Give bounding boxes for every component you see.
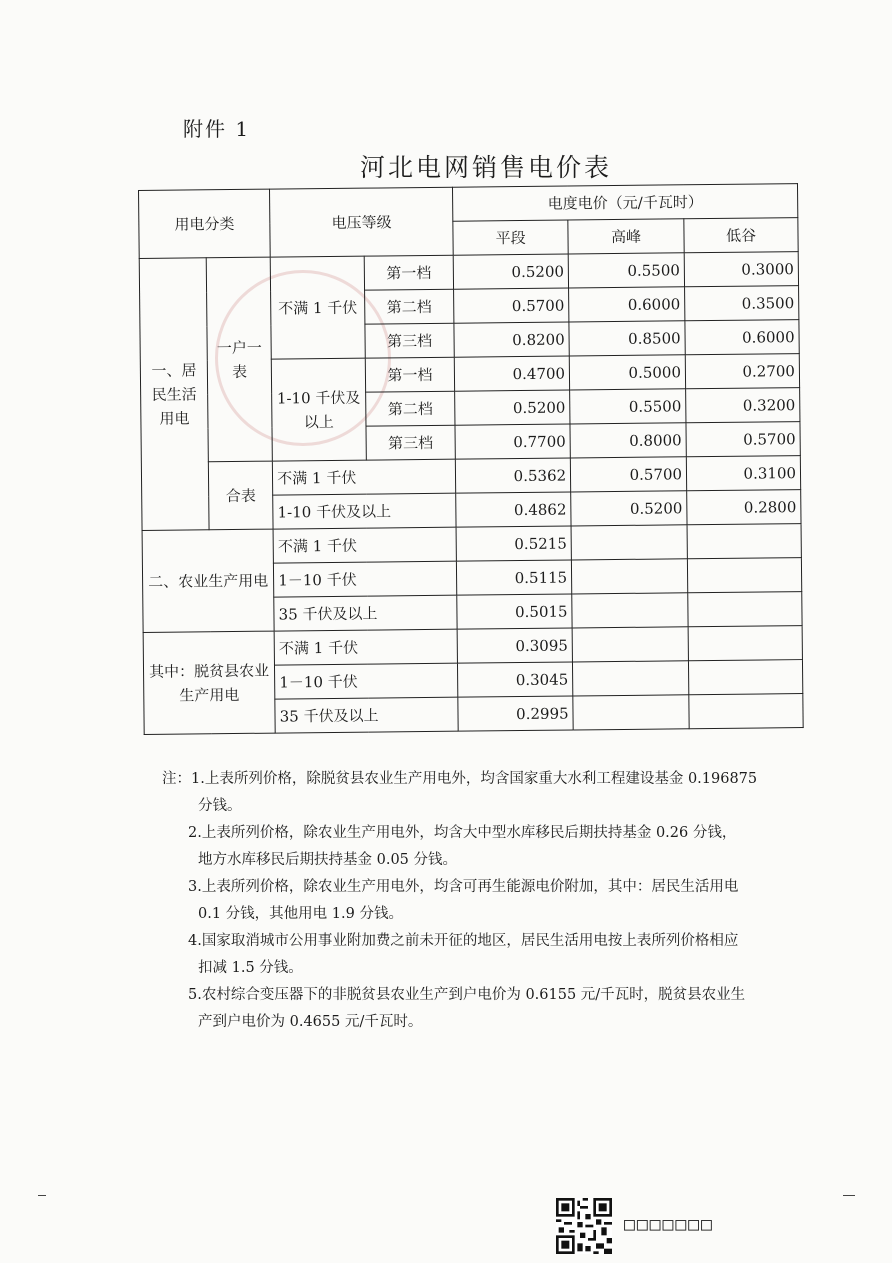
price-peak: 0.5700 [570,457,686,492]
qr-code-icon [556,1198,612,1254]
price-valley: 0.3500 [685,286,799,321]
price-flat: 0.5200 [453,254,568,289]
empty-cell [687,524,801,559]
header-valley: 低谷 [684,218,798,253]
price-peak: 0.6000 [569,287,685,322]
price-valley: 0.3000 [684,252,798,287]
tariff-table [138,183,804,735]
price-valley: 0.5700 [686,422,800,457]
note-1: 注：1.上表所列价格，除脱贫县农业生产用电外，均含国家重大水利工程建设基金 0.196875 [162,771,758,787]
voltage-cell: 不满 1 千伏 [273,527,456,563]
header-flat: 平段 [453,220,568,255]
price-peak: 0.5500 [568,253,684,288]
tier-cell: 第二档 [364,289,454,324]
voltage-cell: 35 千伏及以上 [275,697,458,733]
header-price: 电度电价（元/千瓦时） [453,184,798,222]
subcategory-per-household: 一户一表 [206,257,272,462]
subcategory-combined: 合表 [208,461,273,530]
price-flat: 0.2995 [458,696,573,731]
attachment-label: 附件 1 [183,117,251,141]
price-valley: 0.6000 [685,320,799,355]
note-5: 5.农村综合变压器下的非脱贫县农业生产到户电价为 0.6155 元/千瓦时，脱贫县农业生 [188,987,746,1003]
voltage-cell: 1－10 千伏 [274,561,457,597]
empty-cell [572,593,688,628]
empty-cell [572,559,688,594]
price-peak: 0.5000 [569,355,685,390]
note-5-cont: 产到户电价为 0.4655 元/千瓦时。 [198,1014,423,1030]
note-1-cont: 分钱。 [198,798,242,814]
note-3-cont: 0.1 分钱，其他用电 1.9 分钱。 [198,906,403,922]
note-3: 3.上表所列价格，除农业生产用电外，均含可再生能源电价附加，其中：居民生活用电 [188,879,739,895]
empty-cell [573,695,689,730]
tier-cell: 第三档 [366,425,456,460]
price-peak: 0.5500 [570,389,686,424]
edge-mark [843,1195,855,1196]
edge-mark [38,1195,46,1196]
empty-cell [689,694,803,729]
price-flat: 0.7700 [455,424,570,459]
price-flat: 0.5015 [457,594,572,629]
empty-cell [688,660,802,695]
price-peak: 0.8000 [570,423,686,458]
price-flat: 0.4862 [456,492,571,527]
qr-caption: □□□□□□□ [624,1214,714,1235]
category-poverty-county: 其中：脱贫县农业生产用电 [143,631,275,734]
voltage-cell: 35 千伏及以上 [274,595,457,631]
tier-cell: 第一档 [364,255,454,290]
empty-cell [688,592,802,627]
note-2-cont: 地方水库移民后期扶持基金 0.05 分钱。 [198,852,458,868]
tier-cell: 第三档 [365,323,455,358]
price-flat: 0.5200 [455,390,570,425]
price-flat: 0.3095 [457,628,572,663]
voltage-cell: 不满 1 千伏 [273,459,456,495]
price-flat: 0.5362 [456,458,571,493]
voltage-under-1kv: 不满 1 千伏 [270,256,365,359]
header-category: 用电分类 [139,189,271,258]
category-resident: 一、居民生活用电 [139,258,209,531]
empty-cell [573,661,689,696]
empty-cell [687,558,801,593]
price-peak: 0.5200 [571,491,687,526]
note-4-cont: 扣减 1.5 分钱。 [198,960,303,976]
price-flat: 0.5115 [457,560,572,595]
page-title: 河北电网销售电价表 [359,153,612,182]
note-4: 4.国家取消城市公用事业附加费之前未开征的地区，居民生活用电按上表所列价格相应 [188,933,739,949]
empty-cell [572,627,688,662]
tier-cell: 第一档 [365,357,455,392]
empty-cell [571,525,687,560]
price-flat: 0.4700 [454,356,569,391]
price-flat: 0.5215 [456,526,571,561]
header-voltage: 电压等级 [270,187,454,257]
price-valley: 0.2700 [685,354,799,389]
empty-cell [688,626,802,661]
price-flat: 0.3045 [458,662,573,697]
price-valley: 0.3200 [686,388,800,423]
price-valley: 0.2800 [687,490,801,525]
note-2: 2.上表所列价格，除农业生产用电外，均含大中型水库移民后期扶持基金 0.26 分钱， [188,825,737,841]
voltage-1-10kv: 1-10 千伏及以上 [271,358,366,461]
price-flat: 0.8200 [454,322,569,357]
price-valley: 0.3100 [686,456,800,491]
category-agriculture: 二、农业生产用电 [142,529,274,632]
header-peak: 高峰 [568,219,684,254]
voltage-cell: 1－10 千伏 [275,663,458,699]
voltage-cell: 不满 1 千伏 [274,629,457,665]
tier-cell: 第二档 [365,391,455,426]
voltage-cell: 1-10 千伏及以上 [273,493,456,529]
price-flat: 0.5700 [454,288,569,323]
notes [162,766,792,1036]
price-peak: 0.8500 [569,321,685,356]
